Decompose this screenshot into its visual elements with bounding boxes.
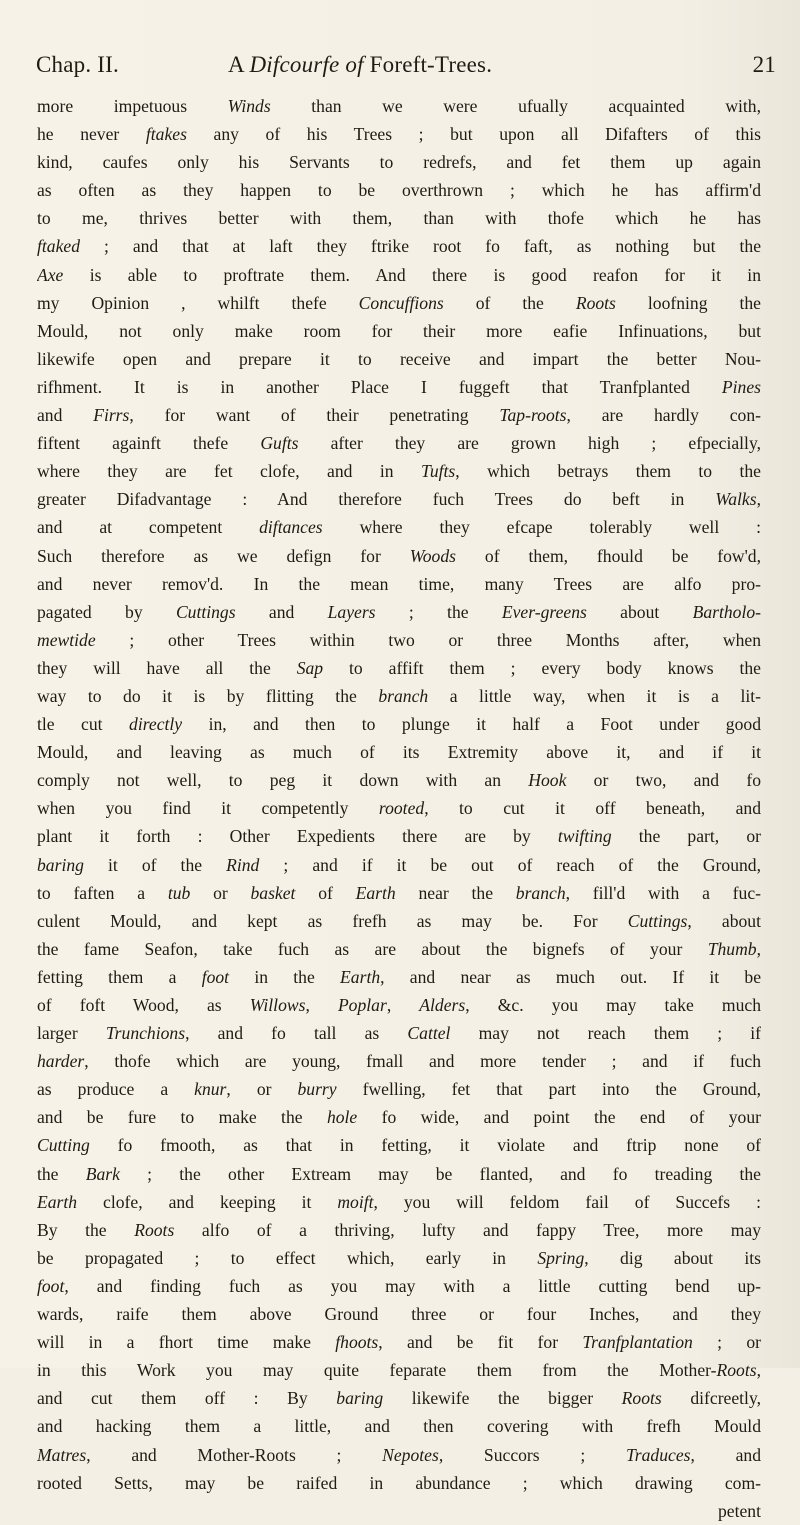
text-line xyxy=(37,485,761,513)
italic-word: moift xyxy=(337,1191,374,1212)
text-run: when you find it competently xyxy=(37,798,379,819)
italic-word: Bartholo- xyxy=(692,601,761,622)
italic-word: Spring xyxy=(537,1247,585,1268)
text-line xyxy=(37,373,761,401)
text-line xyxy=(37,1019,761,1047)
text-run: Mould, and leaving as much of its Extremity above it, and if it xyxy=(37,742,761,763)
italic-word: rooted xyxy=(378,798,425,819)
text-run: and cut them off : By xyxy=(37,1388,337,1409)
text-line xyxy=(37,1300,761,1328)
text-run: likewife the bigger xyxy=(383,1388,622,1409)
italic-word: Thumb xyxy=(707,938,757,959)
text-run: , and near as much out. If it be xyxy=(380,966,761,987)
text-run: fetting them a xyxy=(37,966,202,987)
text-run: , &c. you may take much xyxy=(465,995,761,1015)
text-run: of the xyxy=(443,292,576,313)
italic-word: directly xyxy=(129,714,183,735)
text-line xyxy=(37,1469,761,1497)
text-run: , or xyxy=(226,1079,298,1100)
text-line xyxy=(37,457,761,485)
text-run: to affift them ; every body knows the xyxy=(323,657,761,678)
text-run: they will have all the xyxy=(37,657,297,678)
italic-word: tub xyxy=(167,882,191,903)
italic-word: foot xyxy=(37,1275,65,1296)
text-run: , and be fit for xyxy=(378,1332,583,1353)
text-line xyxy=(37,738,761,766)
text-run: Mould, not only make room for their more eafie Infinuations, but xyxy=(37,320,761,341)
text-run: my Opinion , whilft thefe xyxy=(37,292,359,313)
text-line xyxy=(37,1131,761,1159)
text-line xyxy=(37,766,761,794)
text-run: and xyxy=(37,405,94,426)
text-line xyxy=(37,991,761,1019)
text-run: the fame Seafon, take fuch as are about the bignefs of your xyxy=(37,938,708,959)
italic-word: harder xyxy=(37,1051,85,1072)
text-run: , which betrays them to the xyxy=(455,461,761,482)
italic-word: mewtide xyxy=(37,629,96,650)
text-run: alfo of a thriving, lufty and fappy Tree, more may xyxy=(174,1219,761,1240)
text-run: , and finding fuch as you may with a little cutting bend up- xyxy=(64,1275,761,1296)
italic-word: Roots xyxy=(575,292,616,313)
text-run: kind, caufes only his Servants to redrefs, and fet them up again xyxy=(37,152,761,173)
text-line xyxy=(37,935,761,963)
italic-word: Alders xyxy=(419,995,466,1015)
text-run: in this Work you may quite feparate them from the Mother- xyxy=(37,1360,717,1381)
italic-word: Willows xyxy=(249,995,306,1015)
text-line xyxy=(37,1244,761,1272)
italic-word: twifting xyxy=(557,826,612,847)
text-run: where they are fet clofe, and in xyxy=(37,461,422,482)
italic-word: branch xyxy=(515,882,566,903)
text-run: , Succors ; xyxy=(438,1444,626,1465)
text-run: more impetuous xyxy=(37,96,228,116)
text-run: of foft Wood, as xyxy=(37,995,250,1015)
text-run: about xyxy=(586,601,693,622)
italic-word: Poplar xyxy=(337,995,387,1015)
italic-word: ftaked xyxy=(37,236,80,257)
text-run: than we were ufually acquainted with, xyxy=(270,96,761,116)
text-run: fo wide, and point the end of your xyxy=(357,1107,761,1128)
text-run: , you will feldom fail of Succefs : xyxy=(373,1191,761,1212)
text-run: it of the xyxy=(83,854,227,875)
text-line xyxy=(37,92,761,120)
text-run: ; and if it be out of reach of the Ground, xyxy=(259,854,761,875)
italic-word: Earth xyxy=(355,882,396,903)
text-run: ; or xyxy=(692,1332,761,1353)
italic-word: Rind xyxy=(226,854,260,875)
text-run: and xyxy=(235,601,328,622)
italic-word: Walks xyxy=(715,489,757,510)
text-line xyxy=(37,710,761,738)
italic-word: Tap-roots xyxy=(499,405,567,426)
text-run: to faften a xyxy=(37,882,168,903)
text-line xyxy=(37,289,761,317)
text-line xyxy=(37,401,761,429)
italic-word: baring xyxy=(336,1388,384,1409)
text-run: the xyxy=(37,1163,86,1184)
text-run: , for want of their penetrating xyxy=(129,405,500,426)
text-run: , and Mother-Roots ; xyxy=(86,1444,383,1465)
text-line xyxy=(37,261,761,289)
text-run: wards, raife them above Ground three or four Inches, and they xyxy=(37,1304,761,1325)
text-run: as produce a xyxy=(37,1079,195,1100)
text-line xyxy=(37,317,761,345)
italic-word: Earth xyxy=(37,1191,78,1212)
text-run: in, and then to plunge it half a Foot under good xyxy=(182,714,761,735)
text-run: he never xyxy=(37,124,146,145)
text-run: or two, and fo xyxy=(566,770,761,791)
text-run: , xyxy=(756,938,761,959)
italic-word: branch xyxy=(378,685,429,706)
text-run: plant it forth : Other Expedients there are by xyxy=(37,826,558,847)
text-run: larger xyxy=(37,1023,106,1044)
text-run: , fill'd with a fuc- xyxy=(565,882,761,903)
text-run: greater Difadvantage : And therefore fuch Trees do beft in xyxy=(37,489,716,510)
italic-word: Cuttings xyxy=(627,910,688,931)
text-run: be propagated ; to effect which, early in xyxy=(37,1247,538,1268)
text-run: pagated by xyxy=(37,601,176,622)
text-line xyxy=(37,176,761,204)
text-line xyxy=(37,429,761,457)
text-run: to me, thrives better with them, than with thofe which he has xyxy=(37,208,761,229)
text-line xyxy=(37,1188,761,1216)
text-line xyxy=(37,879,761,907)
italic-word: Sap xyxy=(296,657,324,678)
italic-word: Bark xyxy=(85,1163,120,1184)
italic-word: Cutting xyxy=(37,1135,90,1156)
text-run: in the xyxy=(229,966,341,987)
text-run: , xyxy=(756,1360,761,1381)
text-line xyxy=(37,1103,761,1131)
text-run: the part, or xyxy=(611,826,761,847)
text-run: a little way, when it is a lit- xyxy=(428,685,761,706)
italic-word: Firrs xyxy=(93,405,130,426)
text-run: fwelling, fet that part into the Ground, xyxy=(336,1079,761,1100)
text-run: fiftent againft thefe xyxy=(37,433,261,454)
italic-word: Tranfplantation xyxy=(582,1332,693,1353)
text-run: difcreetly, xyxy=(661,1388,761,1409)
text-run: , are hardly con- xyxy=(566,405,761,426)
italic-word: Cuttings xyxy=(175,601,236,622)
text-run: , xyxy=(756,489,761,510)
text-line xyxy=(37,907,761,935)
catchword: petent xyxy=(718,1500,761,1521)
italic-word: Nepotes xyxy=(382,1444,439,1465)
italic-word: Pines xyxy=(721,376,761,397)
text-line xyxy=(37,148,761,176)
italic-word: Gufts xyxy=(260,433,299,454)
italic-word: ftakes xyxy=(145,124,187,145)
text-line xyxy=(37,1328,761,1356)
text-line xyxy=(37,120,761,148)
text-run: , xyxy=(305,995,338,1015)
text-run: , and xyxy=(690,1444,761,1465)
text-line xyxy=(37,598,761,626)
text-line xyxy=(37,1216,761,1244)
text-run: fo fmooth, as that in fetting, it violate and ftrip none of xyxy=(89,1135,761,1156)
text-line xyxy=(37,232,761,260)
italic-word: Roots xyxy=(716,1360,757,1381)
text-line xyxy=(37,1047,761,1075)
text-run: , about xyxy=(687,910,761,931)
italic-word: Cattel xyxy=(407,1023,451,1044)
running-title-suffix: Foreft-Trees. xyxy=(363,52,493,77)
text-run: and hacking them a little, and then covering with frefh Mould xyxy=(37,1416,761,1437)
text-line xyxy=(37,1356,761,1384)
text-line xyxy=(37,513,761,541)
text-line xyxy=(37,1384,761,1412)
text-run: and never remov'd. In the mean time, many Trees are alfo pro- xyxy=(37,573,761,594)
text-run: is able to proftrate them. And there is good reafon for it in xyxy=(63,264,761,285)
text-line xyxy=(37,542,761,570)
text-run: ; the other Extream may be flanted, and fo treading the xyxy=(119,1163,761,1184)
italic-word: basket xyxy=(250,882,296,903)
body-text xyxy=(37,92,761,1525)
text-run: rifhment. It is in another Place I fuggeft that Tranfplanted xyxy=(37,376,722,397)
italic-word: burry xyxy=(297,1079,337,1100)
text-run: , thofe which are young, fmall and more tender ; and if fuch xyxy=(84,1051,761,1072)
italic-word: Trunchions xyxy=(105,1023,186,1044)
italic-word: Layers xyxy=(327,601,376,622)
text-run: or xyxy=(190,882,251,903)
text-run: Such therefore as we defign for xyxy=(37,545,410,566)
text-run: as often as they happen to be overthrown ; which he has affirm'd xyxy=(37,180,761,201)
text-line xyxy=(37,682,761,710)
text-run: after they are grown high ; efpecially, xyxy=(298,433,761,454)
text-run: any of his Trees ; but upon all Difafters of this xyxy=(186,124,761,145)
italic-word: Woods xyxy=(409,545,456,566)
text-run: ; other Trees within two or three Months after, when xyxy=(95,629,761,650)
italic-word: Roots xyxy=(621,1388,662,1409)
text-run: , and fo tall as xyxy=(185,1023,408,1044)
text-run: , xyxy=(386,995,420,1015)
text-run: and at competent xyxy=(37,517,260,538)
text-line xyxy=(37,794,761,822)
text-line xyxy=(37,963,761,991)
italic-word: Matres xyxy=(37,1444,87,1465)
italic-word: foot xyxy=(201,966,230,987)
text-run: rooted Setts, may be raifed in abundance ; which drawing com- xyxy=(37,1472,761,1493)
italic-word: diftances xyxy=(259,517,323,538)
italic-word: fhoots xyxy=(335,1332,379,1353)
text-run: tle cut xyxy=(37,714,130,735)
running-title-italic: Difcourfe of xyxy=(249,52,364,77)
text-line xyxy=(37,1441,761,1469)
text-line xyxy=(37,570,761,598)
text-run: ; and that at laft they ftrike root fo faft, as nothing but the xyxy=(80,236,761,257)
text-run: may not reach them ; if xyxy=(450,1023,761,1044)
text-run: , to cut it off beneath, and xyxy=(424,798,761,819)
text-run: of xyxy=(295,882,356,903)
text-line xyxy=(37,1412,761,1440)
italic-word: hole xyxy=(326,1107,358,1128)
italic-word: Hook xyxy=(528,770,567,791)
text-run: of them, fhould be fow'd, xyxy=(456,545,761,566)
text-line xyxy=(37,1272,761,1300)
italic-word: Winds xyxy=(227,96,271,116)
italic-word: Ever-greens xyxy=(501,601,587,622)
text-line xyxy=(37,626,761,654)
text-line xyxy=(37,345,761,373)
text-run: and be fure to make the xyxy=(37,1107,327,1128)
text-run: comply not well, to peg it down with an xyxy=(37,770,529,791)
text-run: , dig about its xyxy=(584,1247,761,1268)
chapter-label: Chap. II. xyxy=(36,52,119,77)
text-run: culent Mould, and kept as frefh as may be. For xyxy=(37,910,628,931)
italic-word: Earth xyxy=(340,966,381,987)
text-line xyxy=(37,851,761,879)
page-header xyxy=(36,52,776,82)
italic-word: knur xyxy=(194,1079,227,1100)
text-run: By the xyxy=(37,1219,135,1240)
text-run: ; the xyxy=(375,601,502,622)
text-line xyxy=(37,204,761,232)
text-line xyxy=(37,822,761,850)
italic-word: Traduces xyxy=(625,1444,691,1465)
italic-word: baring xyxy=(37,854,84,875)
italic-word: Concuffions xyxy=(358,292,444,313)
text-run: loofning the xyxy=(615,292,761,313)
italic-word: Axe xyxy=(37,264,64,285)
text-line xyxy=(37,1160,761,1188)
italic-word: Roots xyxy=(134,1219,175,1240)
italic-word: Tufts xyxy=(421,461,456,482)
text-run: clofe, and keeping it xyxy=(77,1191,338,1212)
running-title-prefix: A xyxy=(228,52,250,77)
text-run: where they efcape tolerably well : xyxy=(322,517,761,538)
text-line xyxy=(37,654,761,682)
text-run: will in a fhort time make xyxy=(37,1332,336,1353)
text-run: way to do it is by flitting the xyxy=(37,685,379,706)
text-run: near the xyxy=(395,882,516,903)
running-title xyxy=(228,52,492,78)
text-run: likewife open and prepare it to receive and impart the better Nou- xyxy=(37,348,761,369)
text-line xyxy=(37,1075,761,1103)
page-number: 21 xyxy=(752,52,776,77)
